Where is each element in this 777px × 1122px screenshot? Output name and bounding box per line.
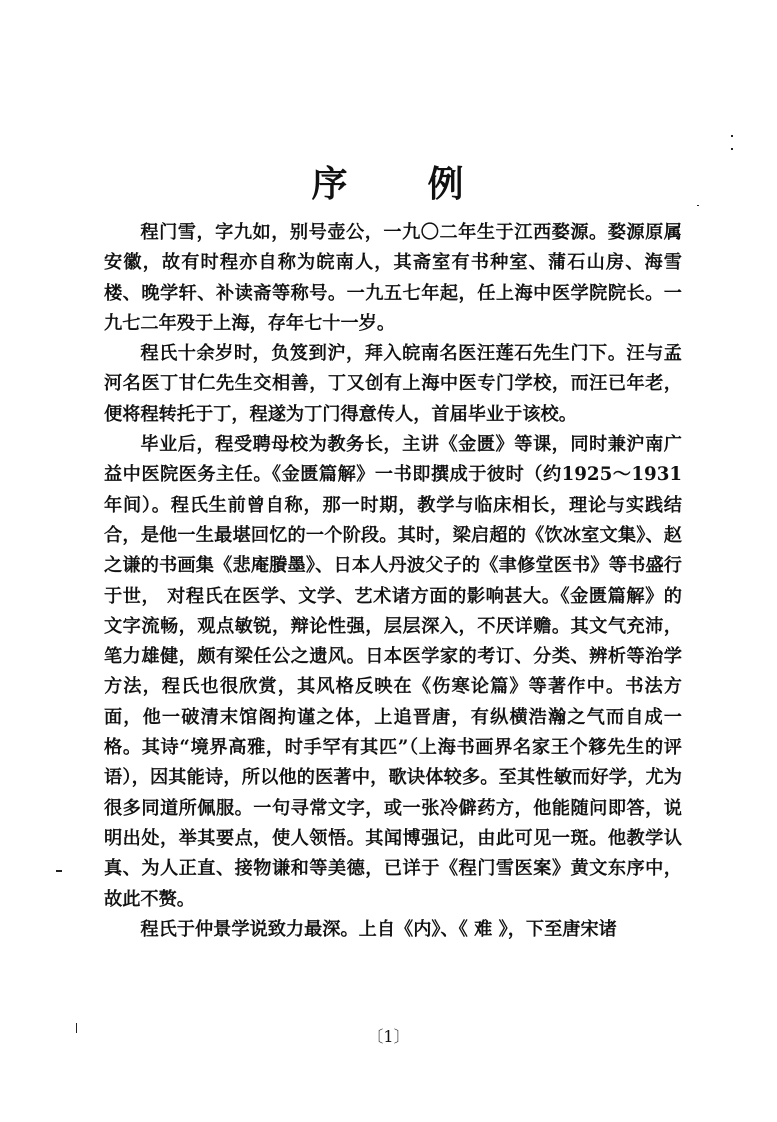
body-text [104,218,682,945]
scan-speck [76,1023,77,1033]
paragraph-2: 程氏十余岁时，负笈到沪，拜入皖南名医汪莲石先生门下。汪与孟河名医丁甘仁先生交相善，丁又创有上海中医专门学校，而汪已年老，便将程转托于丁，程遂为丁门得意传人，首届毕业于该校。 [104,343,682,425]
title-char-2: 例 [427,163,466,205]
scan-speck [697,205,699,206]
title-char-1: 序 [311,163,350,205]
paragraph-4: 程氏于仲景学说致力最深。上自《内》、《 难 》，下至唐宋诸 [140,918,617,940]
scan-speck [731,148,733,150]
scan-speck [56,870,62,872]
paragraph-3: 毕业后，程受聘母校为教务长，主讲《金匮》等课，同时兼沪南广益中医院医务主任。《金匮篇解》一书即撰成于彼时（约1925～1931年间）。程氏生前曾自称，那一时期，教学与临床相长，理论与实践结合，是他一生最堪回忆的一个阶段。其时，梁启超的《饮冰室文集》、赵之谦的书画集《悲庵賸墨》、日本人丹波父子的《聿修堂医书》等书盛行于世， 对程氏在医学、文学、艺术诸方面的影响甚大。《金匮篇解》的文字流畅，观点敏锐，辩论性强，层层深入，不厌详赡。其文气充沛，笔力雄健，颇有梁任公之遗风。日本医学家的考订、分类、辨析等治学方法，程氏也很欣赏，其风格反映在《伤寒论篇》等著作中。书法方面，他一破清末馆阁拘谨之体，上追晋唐，有纵横浩瀚之气而自成一格。其诗“境界高雅，时手罕有其匹”（上海书画界名家王个簃先生的评语），因其能诗，所以他的医著中，歌诀体较多。至其性敏而好学，尤为很多同道所佩服。一句寻常文字，或一张冷僻药方，他能随问即答，说明出处，举其要点，使人领悟。其闻博强记，由此可见一斑。他教学认真、为人正直、接物谦和等美德，已详于《程门雪医案》黄文东序中，故此不赘。 [104,434,682,910]
paragraph-1: 程门雪，字九如，别号壶公，一九〇二年生于江西婺源。婺源原属安徽，故有时程亦自称为皖南人，其斋室有书种室、蒲石山房、海雪楼、晚学轩、补读斋等称号。一九五七年起，任上海中医学院院长。一九七二年殁于上海，存年七十一岁。 [104,222,682,334]
page-title [0,156,777,207]
page-number: 〔1〕 [367,1027,410,1046]
scan-speck [731,135,733,137]
